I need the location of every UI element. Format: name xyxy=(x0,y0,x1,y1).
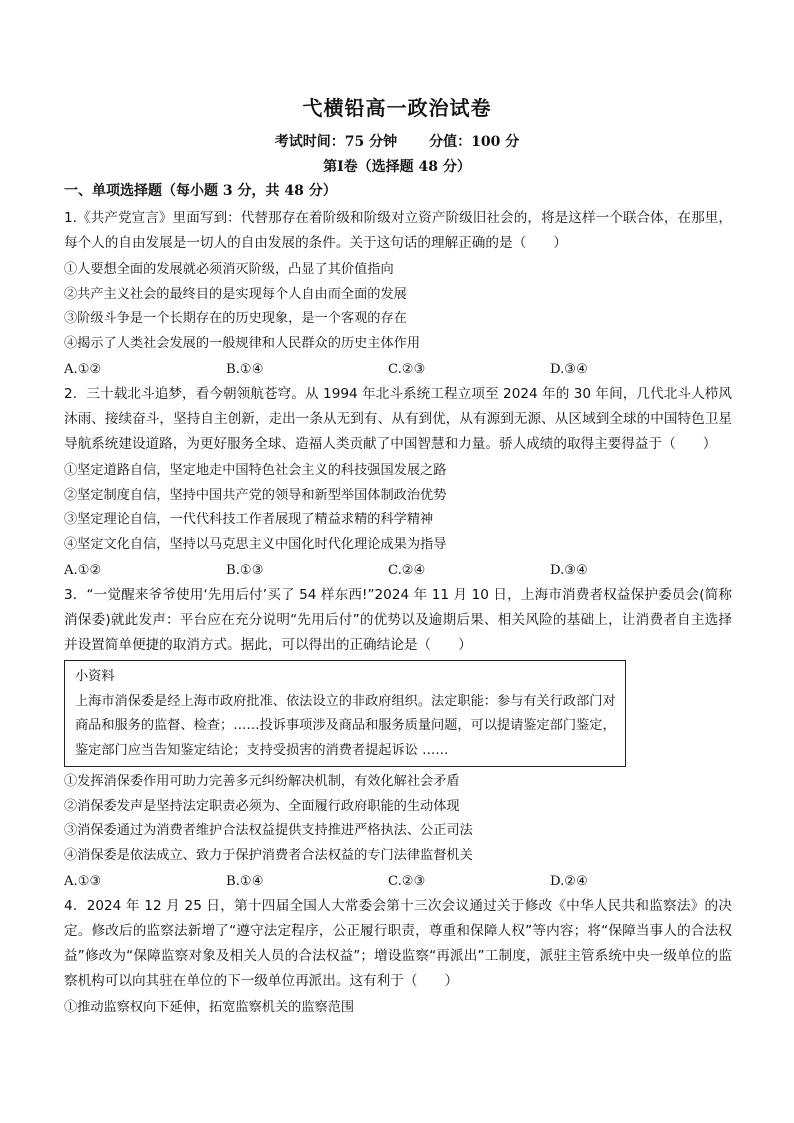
info-box xyxy=(64,660,626,767)
section-heading: 一、单项选择题（每小题 3 分，共 48 分） xyxy=(64,183,337,199)
answer-choices xyxy=(64,869,732,894)
part-heading: 第Ⅰ卷（选择题 48 分） xyxy=(323,159,471,175)
choice-c: C.②④ xyxy=(388,563,426,578)
statement-option: ②坚定制度自信，坚持中国共产党的领导和新型举国体制政治优势 xyxy=(64,487,447,503)
statement-option: ①人要想全面的发展就必须消灭阶级，凸显了其价值指向 xyxy=(64,262,394,277)
choice-d: D.②④ xyxy=(550,874,588,889)
question-2 xyxy=(64,382,732,583)
choice-c: C.②③ xyxy=(388,362,426,377)
info-box-text: 上海市消保委是经上海市政府批准、依法设立的非政府组织。法定职能：参与有关行政部门对商品和服务的监督、检查；……投诉事项涉及商品和服务质量问题，可以提请鉴定部门鉴定，鉴定部门应当告知鉴定结论；支持受损害的消费者提起诉讼 …… xyxy=(75,693,616,758)
choice-a: A.①② xyxy=(64,362,102,377)
statement-option: ②消保委发声是坚持法定职责必须为、全面履行政府职能的生动体现 xyxy=(64,798,460,814)
question-stem: 4．2024 年 12 月 25 日，第十四届全国人大常委会第十三次会议通过关于修改《中华人民共和监察法》的决定。修改后的监察法新增了“遵守法定程序，公正履行职责，尊重和保障人权”等内容；将“保障当事人的合法权益”修改为“保障监察对象及相关人员的合法权益”；增设监察“再派出”工制度，派驻主管系统中央一级单位的监察机构可以向其驻在单位的下一级单位再派出。这有利于（ ） xyxy=(64,898,732,989)
question-list xyxy=(64,206,732,1021)
statement-option: ②共产主义社会的最终目的是实现每个人自由而全面的发展 xyxy=(64,286,407,302)
statement-option: ④揭示了人类社会发展的一般规律和人民群众的历史主体作用 xyxy=(64,335,421,351)
choice-d: D.③④ xyxy=(550,362,588,377)
statement-option: ①推动监察权向下延伸，拓宽监察机关的监察范围 xyxy=(64,1000,355,1015)
exam-meta xyxy=(0,131,794,151)
exam-time: 考试时间：75 分钟 xyxy=(274,134,398,150)
exam-title: 弋横铅高一政治试卷 xyxy=(302,96,492,120)
statement-option: ①发挥消保委作用可助力完善多元纠纷解决机制，有效化解社会矛盾 xyxy=(64,774,460,789)
choice-d: D.③④ xyxy=(550,563,588,578)
exam-score: 分值：100 分 xyxy=(429,134,520,150)
question-stem: 2．三十载北斗追梦，看今朝领航苍穹。从 1994 年北斗系统工程立项至 2024 年的 30 年间，几代北斗人栉风沐雨、接续奋斗，坚持自主创新，走出一条从无到有、从有到优，从有源到无源、从区域到全球的中国特色卫星导航系统建设道路，为更好服务全球、造福人类贡献了中国智慧和力量。骄人成绩的取得主要得益于（ ） xyxy=(64,386,732,452)
choice-c: C.②③ xyxy=(388,874,426,889)
statement-option: ④坚定文化自信，坚持以马克思主义中国化时代化理论成果为指导 xyxy=(64,536,447,552)
statement-option: ③消保委通过为消费者维护合法权益提供支持推进严格执法、公正司法 xyxy=(64,823,473,838)
choice-a: A.①② xyxy=(64,563,102,578)
info-box-title: 小资料 xyxy=(75,669,115,684)
answer-choices xyxy=(64,558,732,583)
statement-option: ④消保委是依法成立、致力于保护消费者合法权益的专门法律监督机关 xyxy=(64,847,473,863)
choice-b: B.①③ xyxy=(226,563,264,578)
question-3 xyxy=(64,583,732,894)
question-stem: 1.《共产党宣言》里面写到：代替那存在着阶级和阶级对立资产阶级旧社会的，将是这样一个联合体，在那里，每个人的自由发展是一切人的自由发展的条件。关于这句话的理解正确的是（ ） xyxy=(64,210,732,251)
choice-b: B.①④ xyxy=(226,874,264,889)
choice-b: B.①④ xyxy=(226,362,264,377)
question-stem: 3．“一觉醒来爷爷使用‘先用后付’买了 54 样东西!”2024 年 11 月 10 日，上海市消费者权益保护委员会(简称消保委)就此发声：平台应在充分说明“先用后付”的优势以及逾期后果、相关风险的基础上，让消费者自主选择并设置简单便捷的取消方式。据此，可以得出的正确结论是（ ） xyxy=(64,587,732,653)
question-4 xyxy=(64,894,732,1021)
statement-option: ③阶级斗争是一个长期存在的历史现象，是一个客观的存在 xyxy=(64,311,407,326)
question-1 xyxy=(64,206,732,382)
statement-option: ③坚定理论自信，一代代科技工作者展现了精益求精的科学精神 xyxy=(64,512,434,527)
answer-choices xyxy=(64,357,732,382)
statement-option: ①坚定道路自信，坚定地走中国特色社会主义的科技强国发展之路 xyxy=(64,463,447,478)
choice-a: A.①③ xyxy=(64,874,102,889)
